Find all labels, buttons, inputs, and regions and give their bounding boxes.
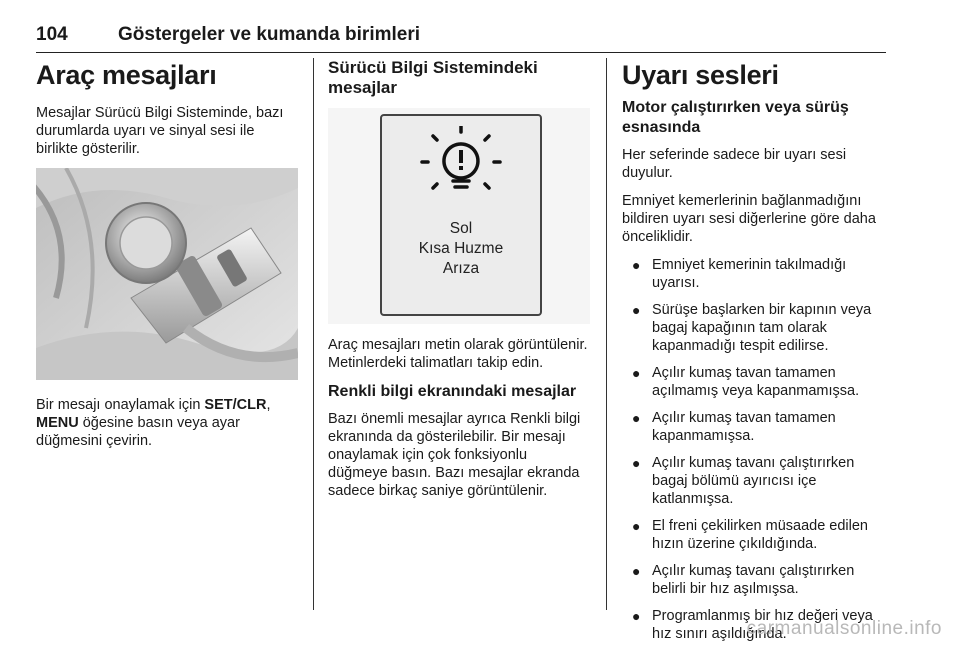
bullet-icon: ●	[632, 257, 641, 273]
display-text-line: Arıza	[442, 260, 480, 277]
bulb-warning-icon	[382, 126, 540, 216]
set-clr-label: SET/CLR	[204, 397, 267, 413]
intro-paragraph: Mesajlar Sürücü Bilgi Sisteminde, bazı durumlarda uyarı ve sinyal sesi ile birlikte gösterilir.	[36, 105, 284, 157]
list-item: ● Açılır kumaş tavan tamamen açılmamış veya kapanmamışsa.	[632, 365, 860, 399]
dic-display-illustration	[328, 108, 590, 324]
list-item: ● El freni çekilirken müsaade edilen hızın üzerine çıkıldığında.	[632, 518, 868, 552]
list-item: ● Açılır kumaş tavan tamamen kapanmamışsa.	[632, 410, 836, 444]
bullet-icon: ●	[632, 302, 641, 318]
section-heading: Uyarı sesleri	[622, 60, 779, 90]
display-text-line: Kısa Huzme	[418, 240, 504, 257]
display-screen	[380, 114, 542, 316]
section-heading: Araç mesajları	[36, 60, 217, 90]
caption-paragraph: Bir mesajı onaylamak için SET/CLR, MENU öğesine basın veya ayar düğmesini çevirin.	[36, 397, 271, 449]
column-divider	[313, 58, 314, 610]
list-item: ● Açılır kumaş tavanı çalıştırırken belirli bir hız aşılmışsa.	[632, 563, 855, 597]
bullet-icon: ●	[632, 365, 641, 381]
paragraph: Her seferinde sadece bir uyarı sesi duyulur.	[622, 147, 847, 181]
watermark: carmanualsonline.info	[746, 618, 942, 639]
paragraph: Bazı önemli mesajlar ayrıca Renkli bilgi ekranında da gösterilebilir. Bir mesajı onaylamak için çok fonksiyonlu düğmeye basın. Bazı mesajlar ekranda sadece birkaç saniye görüntülenir.	[328, 411, 581, 499]
running-title: Göstergeler ve kumanda birimleri	[118, 24, 421, 45]
bullet-icon: ●	[632, 455, 641, 471]
subsection-heading: Renkli bilgi ekranındaki mesajlar	[328, 383, 577, 400]
bullet-icon: ●	[632, 608, 641, 624]
menu-label: MENU	[36, 415, 79, 431]
display-text-line: Sol	[449, 220, 473, 237]
list-item: ● Açılır kumaş tavanı çalıştırırken bagaj bölümü ayırıcısı içe katlanmışsa.	[632, 455, 855, 507]
list-item: ● Sürüşe başlarken bir kapının veya bagaj kapağının tam olarak kapanmadığı tespit edilirse.	[632, 302, 872, 354]
warning-chime-list	[622, 256, 890, 643]
paragraph: Emniyet kemerlerinin bağlanmadığını bildiren uyarı sesi diğerlerine göre daha önceliklidir.	[622, 193, 876, 245]
bullet-icon: ●	[632, 563, 641, 579]
paragraph: Araç mesajları metin olarak görüntülenir. Metinlerdeki talimatları takip edin.	[328, 337, 588, 371]
list-item: ● Emniyet kemerinin takılmadığı uyarısı.	[632, 257, 847, 291]
page-number: 104	[36, 24, 68, 45]
stalk-illustration	[36, 168, 298, 380]
column-2	[328, 58, 590, 510]
column-divider	[606, 58, 607, 610]
column-1	[36, 58, 298, 460]
page-header	[36, 24, 886, 53]
steering-stalk-photo	[36, 168, 298, 380]
bullet-icon: ●	[632, 410, 641, 426]
subsection-heading: Motor çalıştırırken veya sürüş esnasında	[622, 99, 849, 136]
bullet-icon: ●	[632, 518, 641, 534]
column-3	[622, 58, 890, 652]
list-item: ● Programlanmış bir hız değeri veya hız sınırı aşıldığında.	[632, 608, 873, 642]
section-heading: Sürücü Bilgi Sistemindeki mesajlar	[328, 58, 538, 97]
